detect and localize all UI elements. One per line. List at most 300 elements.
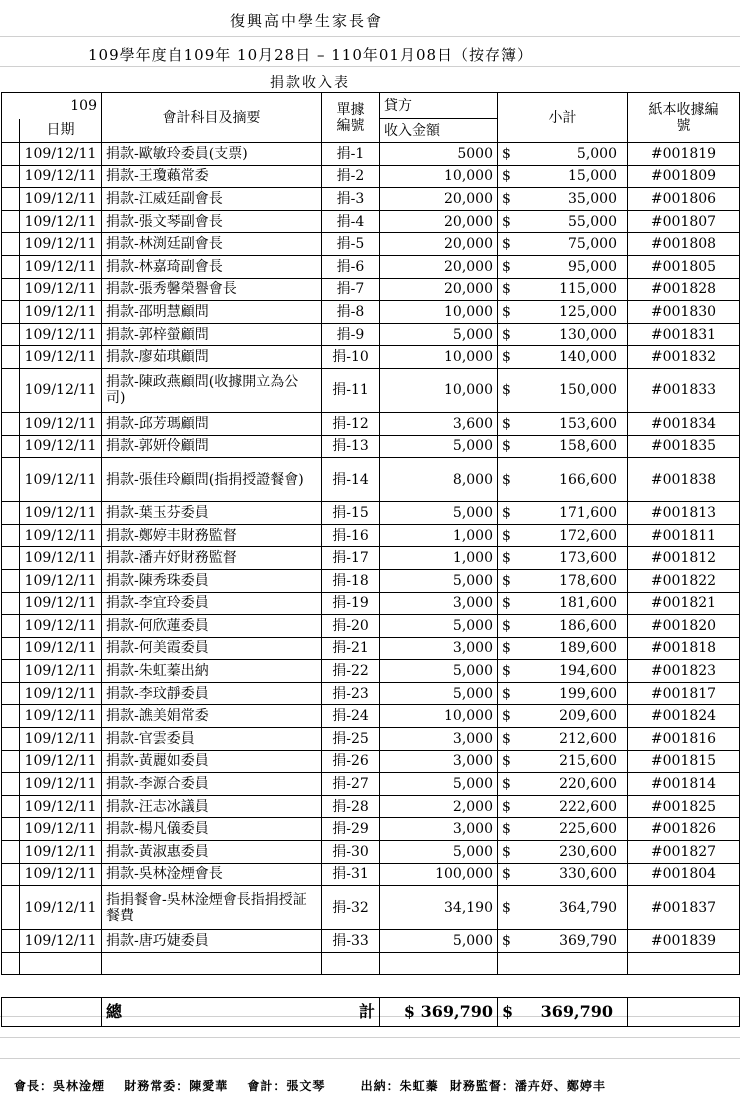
- row-subtotal: [498, 547, 628, 570]
- income-header: 收入金額: [380, 119, 498, 143]
- row-receipt: #001832: [628, 346, 740, 369]
- row-amount: 5,000: [380, 841, 498, 864]
- row-description: 捐款-陳政燕顧問(收據開立為公司): [102, 368, 322, 412]
- row-subtotal: [498, 615, 628, 638]
- row-blank: [2, 660, 20, 683]
- row-description: 捐款-吳林淦煙會長: [102, 863, 322, 886]
- row-receipt: #001822: [628, 569, 740, 592]
- row-subtotal: [498, 886, 628, 930]
- row-receipt: #001825: [628, 795, 740, 818]
- row-subtotal-value: 95,000: [568, 258, 617, 275]
- grid-line: [0, 1037, 740, 1038]
- row-voucher: 捐-15: [322, 502, 380, 525]
- row-subtotal-value: 115,000: [559, 281, 617, 298]
- row-date: 109/12/11: [20, 143, 102, 166]
- row-amount: 1,000: [380, 524, 498, 547]
- row-date: 109/12/11: [20, 502, 102, 525]
- date-header: 日期: [20, 119, 102, 143]
- row-voucher: 捐-19: [322, 592, 380, 615]
- row-date: 109/12/11: [20, 615, 102, 638]
- table-row: [2, 346, 740, 369]
- table-row: [2, 143, 740, 166]
- currency-symbol: $: [502, 821, 511, 838]
- row-subtotal-value: 186,600: [559, 617, 617, 634]
- row-date: 109/12/11: [20, 165, 102, 188]
- voucher-header-line2: 編號: [336, 117, 365, 134]
- row-amount: 5,000: [380, 773, 498, 796]
- currency-symbol: $: [502, 595, 511, 612]
- row-subtotal-value: 212,600: [559, 730, 617, 747]
- table-row: [2, 728, 740, 751]
- receipt-header-line1: 紙本收據編: [648, 101, 719, 118]
- row-subtotal: [498, 368, 628, 412]
- total-label-left: 總: [106, 1002, 123, 1021]
- blank-row: [2, 975, 740, 998]
- row-amount: 5,000: [380, 323, 498, 346]
- signature-cashier: 出納：朱虹蓁: [360, 1079, 439, 1093]
- total-subtotal-value: 369,790: [540, 1002, 613, 1021]
- row-description: 指捐餐會-吳林淦煙會長指捐授証餐費: [102, 886, 322, 930]
- currency-symbol: $: [502, 527, 511, 544]
- row-amount: 3,000: [380, 818, 498, 841]
- row-description: 捐款-黃淑惠委員: [102, 841, 322, 864]
- currency-symbol: $: [502, 213, 511, 230]
- table-row: [2, 705, 740, 728]
- table-row: [2, 569, 740, 592]
- row-subtotal: [498, 524, 628, 547]
- row-blank: [2, 728, 20, 751]
- row-date: 109/12/11: [20, 301, 102, 324]
- currency-symbol: $: [502, 326, 511, 343]
- currency-symbol: $: [502, 708, 511, 725]
- row-subtotal: [498, 346, 628, 369]
- currency-symbol: $: [502, 190, 511, 207]
- row-amount: 10,000: [380, 301, 498, 324]
- row-subtotal: [498, 930, 628, 953]
- row-blank: [2, 435, 20, 458]
- row-receipt: #001813: [628, 502, 740, 525]
- row-subtotal: [498, 841, 628, 864]
- currency-symbol: $: [502, 663, 511, 680]
- row-blank: [2, 750, 20, 773]
- row-voucher: 捐-3: [322, 188, 380, 211]
- row-subtotal-value: 166,600: [559, 471, 617, 488]
- row-blank: [2, 863, 20, 886]
- row-blank: [2, 458, 20, 502]
- row-blank: [2, 255, 20, 278]
- row-blank: [2, 165, 20, 188]
- row-date: 109/12/11: [20, 188, 102, 211]
- row-subtotal-value: 172,600: [559, 527, 617, 544]
- row-blank: [2, 818, 20, 841]
- row-receipt: #001839: [628, 930, 740, 953]
- row-blank: [2, 841, 20, 864]
- row-description: 捐款-郭梓螢顧問: [102, 323, 322, 346]
- row-voucher: 捐-26: [322, 750, 380, 773]
- table-row: [2, 841, 740, 864]
- table-row: [2, 278, 740, 301]
- row-amount: 2,000: [380, 795, 498, 818]
- row-blank: [2, 705, 20, 728]
- currency-symbol: $: [502, 415, 511, 432]
- row-voucher: 捐-4: [322, 210, 380, 233]
- currency-symbol: $: [502, 899, 511, 916]
- currency-symbol: $: [502, 640, 511, 657]
- row-receipt: #001817: [628, 682, 740, 705]
- receipt-header: [628, 93, 740, 143]
- currency-symbol: $: [502, 798, 511, 815]
- row-amount: 5,000: [380, 682, 498, 705]
- row-date: 109/12/11: [20, 458, 102, 502]
- row-voucher: 捐-33: [322, 930, 380, 953]
- currency-symbol: $: [502, 471, 511, 488]
- table-row: [2, 682, 740, 705]
- row-voucher: 捐-21: [322, 637, 380, 660]
- row-subtotal: [498, 750, 628, 773]
- row-subtotal-value: 125,000: [559, 303, 617, 320]
- row-receipt: #001807: [628, 210, 740, 233]
- currency-symbol: $: [502, 617, 511, 634]
- row-blank: [2, 773, 20, 796]
- row-date: 109/12/11: [20, 255, 102, 278]
- subtotal-header: 小計: [498, 93, 628, 143]
- row-voucher: 捐-7: [322, 278, 380, 301]
- report-period: 109學年度自109年 10月28日 – 110年01月08日（按存簿）: [88, 46, 534, 64]
- row-description: 捐款-廖茹琪顧問: [102, 346, 322, 369]
- table-row: [2, 818, 740, 841]
- currency-symbol: $: [502, 685, 511, 702]
- row-subtotal: [498, 660, 628, 683]
- row-blank: [2, 524, 20, 547]
- row-subtotal-value: 369,790: [559, 933, 617, 950]
- row-amount: 10,000: [380, 368, 498, 412]
- row-receipt: #001838: [628, 458, 740, 502]
- row-description: 捐款-江威廷副會長: [102, 188, 322, 211]
- row-blank: [2, 301, 20, 324]
- table-row: [2, 233, 740, 256]
- table-row: [2, 368, 740, 412]
- row-amount: 20,000: [380, 278, 498, 301]
- currency-symbol: $: [502, 730, 511, 747]
- row-amount: 20,000: [380, 255, 498, 278]
- row-description: 捐款-郭妍伶顧問: [102, 435, 322, 458]
- row-subtotal-value: 209,600: [559, 708, 617, 725]
- table-row: [2, 165, 740, 188]
- currency-symbol: $: [502, 550, 511, 567]
- row-date: 109/12/11: [20, 524, 102, 547]
- row-subtotal-value: 330,600: [559, 866, 617, 883]
- row-amount: 34,190: [380, 886, 498, 930]
- table-row: [2, 637, 740, 660]
- row-subtotal: [498, 637, 628, 660]
- currency-symbol: $: [502, 236, 511, 253]
- row-description: 捐款-何美霞委員: [102, 637, 322, 660]
- total-receipt-blank: [628, 998, 740, 1027]
- row-amount: 3,600: [380, 412, 498, 435]
- table-row: [2, 210, 740, 233]
- row-receipt: #001819: [628, 143, 740, 166]
- page-title: 復興高中學生家長會: [230, 12, 384, 30]
- row-voucher: 捐-11: [322, 368, 380, 412]
- row-subtotal-value: 215,600: [559, 753, 617, 770]
- row-description: 捐款-鄭婷丰財務監督: [102, 524, 322, 547]
- row-subtotal: [498, 502, 628, 525]
- row-voucher: 捐-6: [322, 255, 380, 278]
- row-voucher: 捐-31: [322, 863, 380, 886]
- signature-accountant: 會計：張文琴: [247, 1079, 326, 1093]
- row-voucher: 捐-5: [322, 233, 380, 256]
- row-date: 109/12/11: [20, 412, 102, 435]
- row-date: 109/12/11: [20, 547, 102, 570]
- row-blank: [2, 795, 20, 818]
- currency-symbol: $: [502, 281, 511, 298]
- row-receipt: #001820: [628, 615, 740, 638]
- grid-line: [0, 66, 740, 67]
- table-row: [2, 435, 740, 458]
- currency-symbol: $: [502, 933, 511, 950]
- total-blank: [2, 998, 20, 1027]
- row-subtotal-value: 130,000: [559, 326, 617, 343]
- row-description: 捐款-楊凡儀委員: [102, 818, 322, 841]
- row-amount: 10,000: [380, 346, 498, 369]
- donation-table: [1, 92, 740, 1027]
- row-date: 109/12/11: [20, 323, 102, 346]
- row-amount: 5000: [380, 143, 498, 166]
- row-subtotal-value: 189,600: [559, 640, 617, 657]
- row-subtotal: [498, 458, 628, 502]
- row-subtotal: [498, 728, 628, 751]
- table-row: [2, 458, 740, 502]
- blank-cell: [2, 119, 20, 143]
- row-subtotal: [498, 143, 628, 166]
- row-voucher: 捐-22: [322, 660, 380, 683]
- row-date: 109/12/11: [20, 863, 102, 886]
- row-description: 捐款-李源合委員: [102, 773, 322, 796]
- row-voucher: 捐-13: [322, 435, 380, 458]
- row-voucher: 捐-14: [322, 458, 380, 502]
- row-receipt: #001827: [628, 841, 740, 864]
- currency-symbol: $: [502, 866, 511, 883]
- table-row: [2, 412, 740, 435]
- row-receipt: #001815: [628, 750, 740, 773]
- row-subtotal-value: 194,600: [559, 663, 617, 680]
- row-date: 109/12/11: [20, 930, 102, 953]
- row-receipt: #001806: [628, 188, 740, 211]
- row-blank: [2, 502, 20, 525]
- report-subtitle: 捐款收入表: [270, 75, 350, 91]
- row-voucher: 捐-23: [322, 682, 380, 705]
- table-row: [2, 255, 740, 278]
- row-date: 109/12/11: [20, 841, 102, 864]
- row-subtotal-value: 150,000: [559, 382, 617, 399]
- table-row: [2, 750, 740, 773]
- row-description: 捐款-潘卉妤財務監督: [102, 547, 322, 570]
- signature-finance: 財務常委：陳愛華: [124, 1079, 229, 1093]
- row-blank: [2, 210, 20, 233]
- row-blank: [2, 233, 20, 256]
- row-receipt: #001833: [628, 368, 740, 412]
- row-subtotal-value: 153,600: [559, 415, 617, 432]
- row-blank: [2, 412, 20, 435]
- row-voucher: 捐-29: [322, 818, 380, 841]
- row-description: 捐款-張佳玲顧問(指捐授證餐會): [102, 458, 322, 502]
- row-amount: 3,000: [380, 750, 498, 773]
- empty-row: [2, 952, 740, 975]
- row-subtotal-value: 35,000: [568, 190, 617, 207]
- row-description: 捐款-王瓊藾常委: [102, 165, 322, 188]
- signatures: [14, 1077, 620, 1094]
- row-amount: 10,000: [380, 165, 498, 188]
- row-amount: 5,000: [380, 660, 498, 683]
- currency-symbol: $: [502, 168, 511, 185]
- row-receipt: #001830: [628, 301, 740, 324]
- row-receipt: #001823: [628, 660, 740, 683]
- row-description: 捐款-李宜玲委員: [102, 592, 322, 615]
- row-subtotal-value: 5,000: [576, 145, 617, 162]
- row-date: 109/12/11: [20, 368, 102, 412]
- row-blank: [2, 346, 20, 369]
- row-description: 捐款-官雲委員: [102, 728, 322, 751]
- row-subtotal-value: 140,000: [559, 349, 617, 366]
- row-receipt: #001837: [628, 886, 740, 930]
- row-date: 109/12/11: [20, 435, 102, 458]
- row-subtotal: [498, 323, 628, 346]
- row-receipt: #001805: [628, 255, 740, 278]
- table-row: [2, 863, 740, 886]
- row-receipt: #001828: [628, 278, 740, 301]
- total-label-right: 計: [358, 1002, 375, 1021]
- currency-symbol: $: [502, 303, 511, 320]
- row-receipt: #001811: [628, 524, 740, 547]
- table-row: [2, 886, 740, 930]
- row-blank: [2, 930, 20, 953]
- currency-symbol: $: [502, 504, 511, 521]
- currency-symbol: $: [502, 145, 511, 162]
- currency-symbol: $: [502, 349, 511, 366]
- row-subtotal-value: 364,790: [559, 899, 617, 916]
- row-voucher: 捐-20: [322, 615, 380, 638]
- row-date: 109/12/11: [20, 278, 102, 301]
- row-description: 捐款-朱虹蓁出納: [102, 660, 322, 683]
- row-description: 捐款-張文琴副會長: [102, 210, 322, 233]
- row-date: 109/12/11: [20, 705, 102, 728]
- currency-symbol: $: [502, 572, 511, 589]
- row-receipt: #001814: [628, 773, 740, 796]
- row-subtotal: [498, 705, 628, 728]
- signature-president: 會長：吳林淦煙: [14, 1079, 106, 1093]
- row-amount: 3,000: [380, 728, 498, 751]
- row-blank: [2, 368, 20, 412]
- row-amount: 5,000: [380, 930, 498, 953]
- row-amount: 10,000: [380, 705, 498, 728]
- row-date: 109/12/11: [20, 773, 102, 796]
- row-subtotal: [498, 188, 628, 211]
- table-row: [2, 188, 740, 211]
- row-description: 捐款-林渕廷副會長: [102, 233, 322, 256]
- table-row: [2, 502, 740, 525]
- row-description: 捐款-汪志冰議員: [102, 795, 322, 818]
- row-subtotal-value: 220,600: [559, 776, 617, 793]
- total-amount: $ 369,790: [380, 998, 498, 1027]
- grid-line: [0, 1058, 740, 1059]
- row-subtotal-value: 230,600: [559, 843, 617, 860]
- row-date: 109/12/11: [20, 818, 102, 841]
- row-subtotal: [498, 795, 628, 818]
- account-header: 會計科目及摘要: [102, 93, 322, 143]
- row-voucher: 捐-30: [322, 841, 380, 864]
- row-blank: [2, 569, 20, 592]
- row-description: 捐款-歐敏玲委員(支票): [102, 143, 322, 166]
- row-date: 109/12/11: [20, 346, 102, 369]
- currency-symbol: $: [502, 776, 511, 793]
- credit-header: 貸方: [380, 93, 498, 119]
- year-header: 109: [2, 93, 102, 119]
- row-voucher: 捐-25: [322, 728, 380, 751]
- row-subtotal: [498, 773, 628, 796]
- row-date: 109/12/11: [20, 795, 102, 818]
- total-label: [102, 998, 380, 1027]
- row-subtotal: [498, 255, 628, 278]
- row-voucher: 捐-24: [322, 705, 380, 728]
- row-description: 捐款-邱芳瑪顧問: [102, 412, 322, 435]
- row-receipt: #001812: [628, 547, 740, 570]
- row-description: 捐款-陳秀珠委員: [102, 569, 322, 592]
- row-description: 捐款-張秀馨榮譽會長: [102, 278, 322, 301]
- grid-line: [0, 36, 740, 37]
- table-row: [2, 615, 740, 638]
- row-voucher: 捐-16: [322, 524, 380, 547]
- row-date: 109/12/11: [20, 233, 102, 256]
- row-voucher: 捐-18: [322, 569, 380, 592]
- row-subtotal: [498, 165, 628, 188]
- row-receipt: #001816: [628, 728, 740, 751]
- row-blank: [2, 547, 20, 570]
- row-subtotal-value: 75,000: [568, 236, 617, 253]
- row-amount: 8,000: [380, 458, 498, 502]
- row-voucher: 捐-1: [322, 143, 380, 166]
- row-voucher: 捐-17: [322, 547, 380, 570]
- table-row: [2, 795, 740, 818]
- row-voucher: 捐-32: [322, 886, 380, 930]
- row-description: 捐款-葉玉芬委員: [102, 502, 322, 525]
- row-date: 109/12/11: [20, 886, 102, 930]
- row-subtotal-value: 55,000: [568, 213, 617, 230]
- currency-symbol: $: [502, 1002, 514, 1021]
- row-subtotal: [498, 233, 628, 256]
- row-amount: 100,000: [380, 863, 498, 886]
- row-receipt: #001804: [628, 863, 740, 886]
- row-subtotal: [498, 412, 628, 435]
- row-date: 109/12/11: [20, 750, 102, 773]
- row-amount: 5,000: [380, 569, 498, 592]
- row-date: 109/12/11: [20, 660, 102, 683]
- row-subtotal-value: 171,600: [559, 504, 617, 521]
- currency-symbol: $: [502, 753, 511, 770]
- row-blank: [2, 188, 20, 211]
- row-receipt: #001834: [628, 412, 740, 435]
- row-subtotal: [498, 863, 628, 886]
- row-date: 109/12/11: [20, 682, 102, 705]
- signature-supervisor: 財務監督：潘卉妤、鄭婷丰: [449, 1079, 606, 1093]
- row-amount: 3,000: [380, 592, 498, 615]
- row-amount: 20,000: [380, 210, 498, 233]
- row-description: 捐款-林嘉琦副會長: [102, 255, 322, 278]
- total-blank: [20, 998, 102, 1027]
- row-receipt: #001821: [628, 592, 740, 615]
- row-voucher: 捐-10: [322, 346, 380, 369]
- row-description: 捐款-譙美娟常委: [102, 705, 322, 728]
- row-amount: 5,000: [380, 435, 498, 458]
